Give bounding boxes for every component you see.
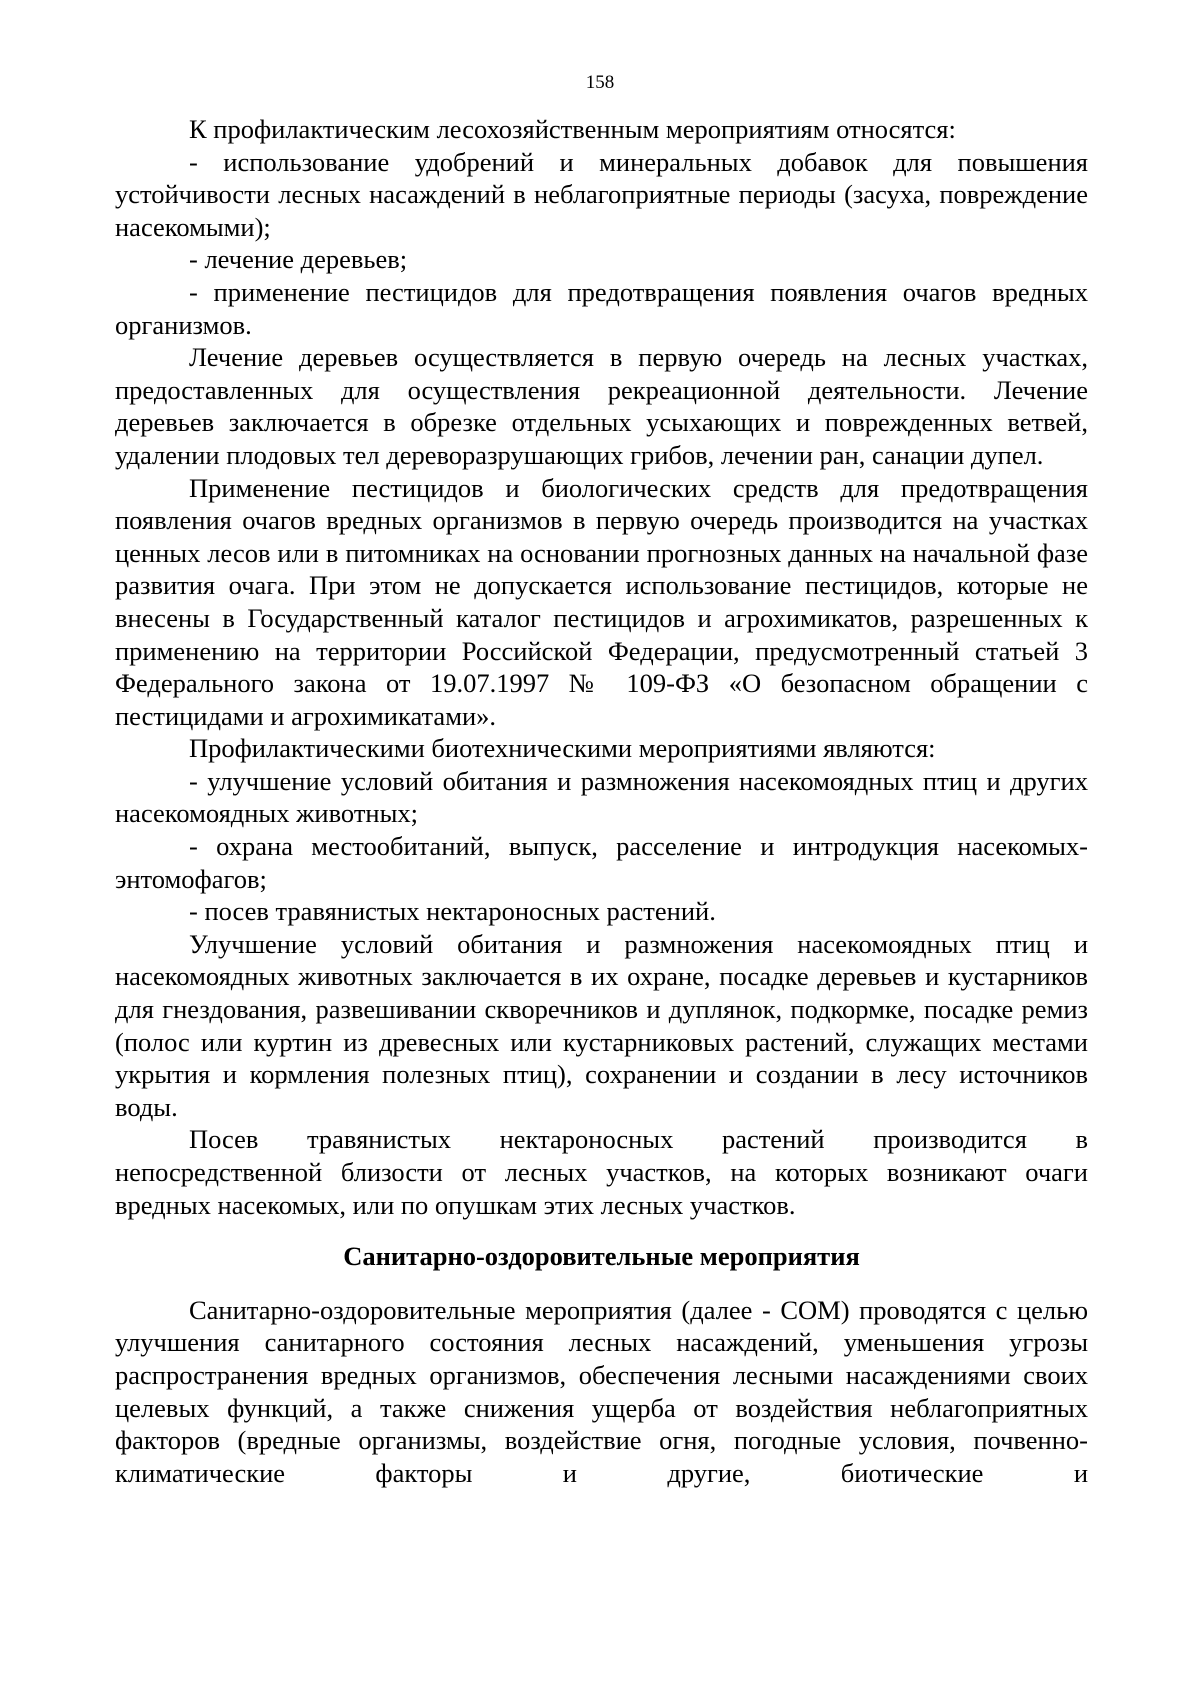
section-heading: Санитарно-оздоровительные мероприятия: [343, 1241, 860, 1272]
list-item: - использование удобрений и минеральных добавок для повышения устойчивости лесных насаждений в неблагоприятные периоды (засуха, повреждение насекомыми);: [115, 146, 1088, 242]
page-number: 158: [585, 72, 615, 93]
list-item: - улучшение условий обитания и размножения насекомоядных птиц и других насекомоядных животных;: [115, 765, 1088, 829]
list-item: - лечение деревьев;: [189, 244, 408, 275]
paragraph: Посев травянистых нектароносных растений производится в непосредственной близости от лесных участков, на которых возникают очаги вредных насекомых, или по опушкам этих лесных участков.: [115, 1124, 1088, 1220]
paragraph: Санитарно-оздоровительные мероприятия (далее - СОМ) проводятся с целью улучшения санитарного состояния лесных насаждений, уменьшения угрозы распространения вредных организмов, обеспечения лесными насаждениями своих целевых функций, а также снижения ущерба от воздействия неблагоприятных факторов (вредные организмы, воздействие огня, погодные условия, почвенно-климатические факторы и другие, биотические и: [115, 1294, 1088, 1488]
paragraph: Применение пестицидов и биологических средств для предотвращения появления очагов вредных организмов в первую очередь производится на участках ценных лесов или в питомниках на основании прогнозных данных на начальной фазе развития очага. При этом не допускается использование пестицидов, которые не внесены в Государственный каталог пестицидов и агрохимикатов, разрешенных к применению на территории Российской Федерации, предусмотренный статьей 3 Федерального закона от 19.07.1997 № 109-ФЗ «О безопасном обращении с пестицидами и агрохимикатами».: [115, 472, 1088, 731]
list-item: - посев травянистых нектароносных растений.: [189, 896, 716, 927]
list-item: - применение пестицидов для предотвращения появления очагов вредных организмов.: [115, 276, 1088, 340]
paragraph: Лечение деревьев осуществляется в первую очередь на лесных участках, предоставленных для осуществления рекреационной деятельности. Лечение деревьев заключается в обрезке отдельных усыхающих и поврежденных ветвей, удалении плодовых тел дереворазрушающих грибов, лечении ран, санации дупел.: [115, 342, 1088, 470]
list-item: - охрана местообитаний, выпуск, расселение и интродукция насекомых-энтомофагов;: [115, 831, 1088, 894]
paragraph: Улучшение условий обитания и размножения насекомоядных птиц и насекомоядных животных заключается в их охране, посадке деревьев и кустарников для гнездования, развешивании скворечников и дуплянок, подкормке, посадке ремиз (полос или куртин из древесных или кустарниковых растений, служащих местами укрытия и кормления полезных птиц), сохранении и создании в лесу источников воды.: [115, 928, 1088, 1122]
paragraph: Профилактическими биотехническими мероприятиями являются:: [189, 733, 936, 764]
paragraph: К профилактическим лесохозяйственным мероприятиям относятся:: [189, 114, 956, 144]
document-body: [115, 113, 1088, 1489]
